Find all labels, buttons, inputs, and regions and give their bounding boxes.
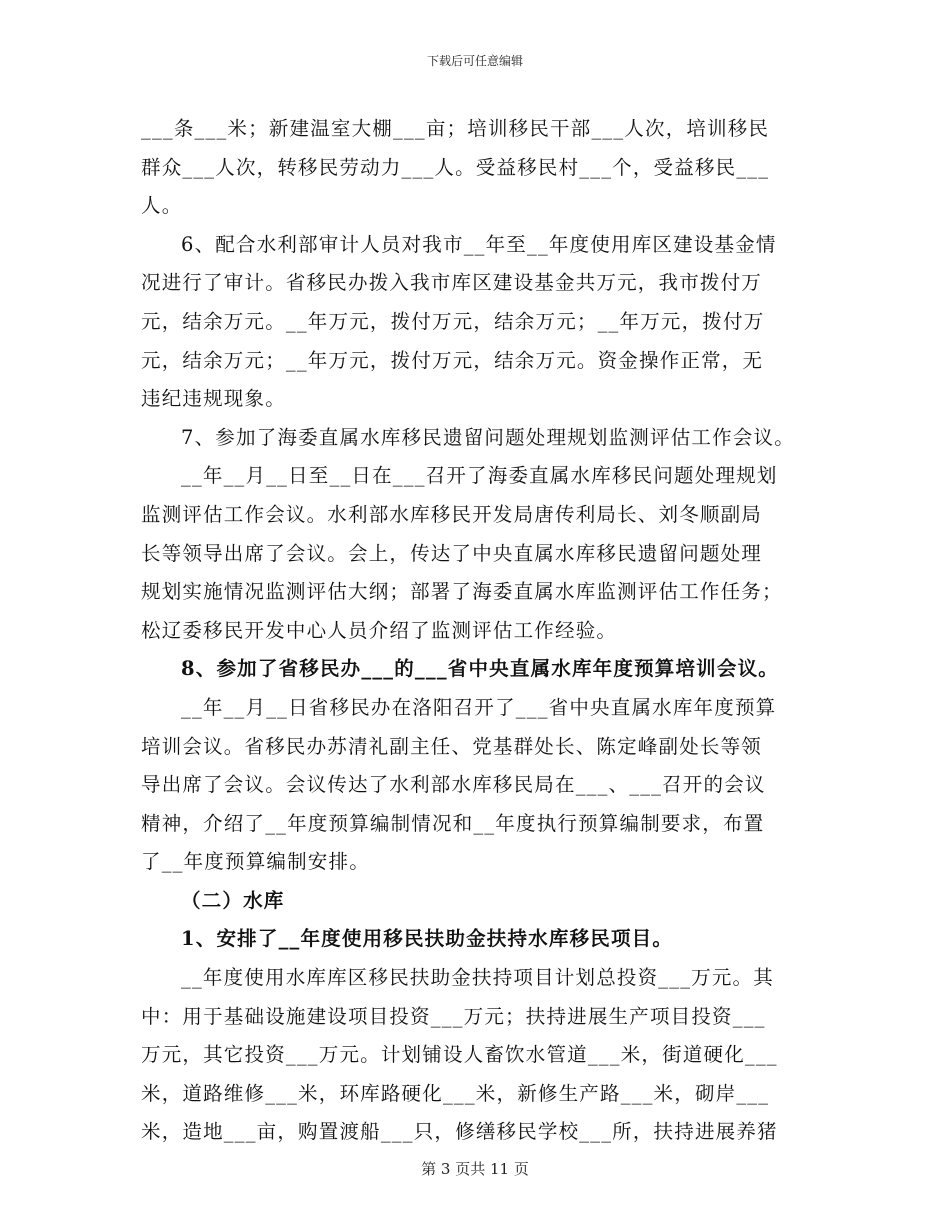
text-line: __年度使用水库库区移民扶助金扶持项目计划总投资___万元。其: [181, 966, 774, 990]
text-line: 导出席了会议。会议传达了水利部水库移民局在___、___召开的会议: [141, 773, 766, 797]
page-footer: 第 3 页共 11 页: [421, 1160, 529, 1178]
text-line: 1、安排了__年度使用移民扶助金扶持水库移民项目。: [181, 927, 674, 951]
text-line: 松辽委移民开发中心人员介绍了监测评估工作经验。: [141, 618, 618, 642]
text-line: 8、参加了省移民办___的___省中央直属水库年度预算培训会议。: [181, 657, 779, 681]
text-line: 7、参加了海委直属水库移民遗留问题处理规划监测评估工作会议。: [181, 425, 795, 449]
text-line: 了__年度预算编制安排。: [141, 850, 370, 874]
text-line: 违纪违规现象。: [141, 387, 286, 411]
text-line: 况进行了审计。省移民办拨入我市库区建设基金共万元，我市拨付万: [141, 271, 763, 295]
text-line: 培训会议。省移民办苏清礼副主任、党基群处长、陈定峰副处长等领: [141, 734, 763, 758]
text-line: __年__月__日至__日在___召开了海委直属水库移民问题处理规划: [181, 464, 778, 488]
text-line: 人。: [141, 194, 183, 218]
text-line: 元，结余万元；__年万元，拨付万元，结余万元。资金操作正常，无: [141, 348, 764, 372]
text-line: （二）水库: [181, 888, 285, 912]
text-line: __年__月__日省移民办在洛阳召开了___省中央直属水库年度预算: [181, 695, 777, 719]
text-line: ___条___米；新建温室大棚___亩；培训移民干部___人次，培训移民: [141, 117, 770, 140]
text-line: 规划实施情况监测评估大纲；部署了海委直属水库监测评估工作任务；: [141, 580, 783, 604]
text-line: 万元，其它投资___万元。计划铺设人畜饮水管道___米，街道硬化___: [141, 1043, 778, 1067]
text-line: 米，道路维修___米，环库路硬化___米，新修生产路___米，砌岸___: [141, 1081, 770, 1105]
text-line: 精神，介绍了__年度预算编制情况和__年度执行预算编制要求，布置: [141, 811, 765, 835]
text-line: 群众___人次，转移民劳动力___人。受益移民村___个，受益移民___: [141, 155, 770, 179]
text-line: 米，造地___亩，购置渡船___只，修缮移民学校___所，扶持进展养猪: [141, 1120, 778, 1144]
page-header: 下载后可任意编辑: [426, 54, 523, 68]
text-line: 6、配合水利部审计人员对我市__年至__年度使用库区建设基金情: [181, 232, 777, 256]
text-line: 长等领导出席了会议。会上，传达了中央直属水库移民遗留问题处理: [141, 541, 763, 565]
text-line: 监测评估工作会议。水利部水库移民开发局唐传利局长、刘冬顺副局: [141, 502, 763, 526]
text-line: 中：用于基础设施建设项目投资___万元；扶持进展生产项目投资___: [141, 1004, 766, 1028]
text-line: 元，结余万元。__年万元，拨付万元，结余万元；__年万元，拨付万: [141, 309, 765, 333]
document-body: [141, 110, 811, 1152]
